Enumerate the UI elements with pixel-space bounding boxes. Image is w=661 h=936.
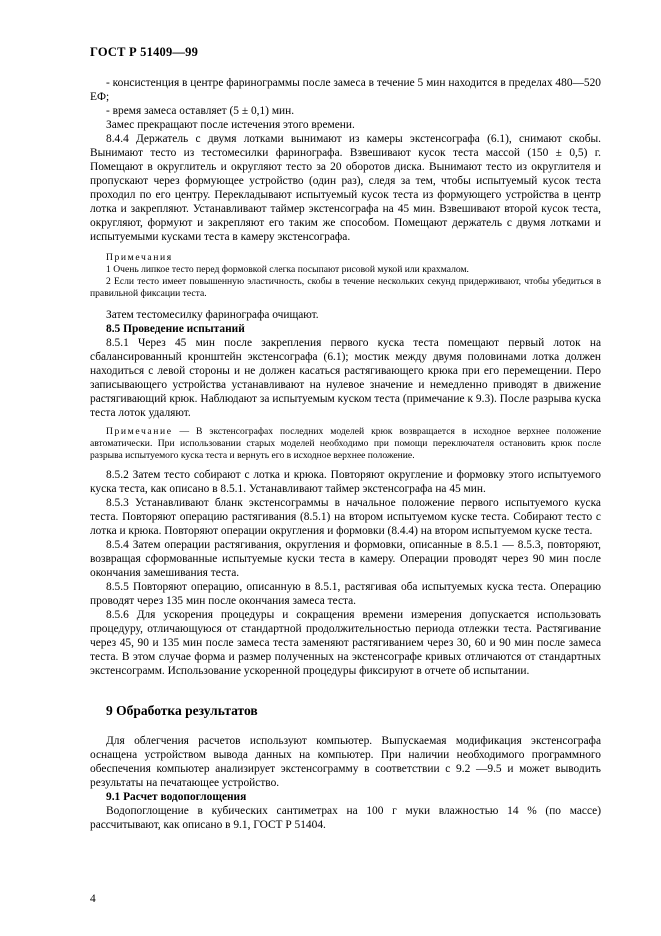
paragraph-8-5-1: 8.5.1 Через 45 мин после закрепления первого куска теста помещают первый лоток на сбалансированный кронштейн экстенсографа (6.1); мостик между двумя половинами лотка должен находиться с левой стороны и не должен касаться растягивающего крюка при его перемещении. Перо записывающего устройства устанавливают на нулевое значение и немедленно приводят в движение растягивающий крюк. Наблюдают за испытуемым куском теста (примечание к 9.3). После разрыва куска теста лоток удаляют. (90, 337, 601, 419)
page-content (90, 76, 601, 832)
heading-8-5: 8.5 Проведение испытаний (106, 323, 245, 335)
note-1: 1 Очень липкое тесто перед формовкой слегка посыпают рисовой мукой или крахмалом. (106, 264, 469, 275)
note-label-inline: Примечание (106, 426, 173, 437)
paragraph-8-4-4: 8.4.4 Держатель с двумя лотками вынимают из камеры экстенсографа (6.1), снимают скобы. Вынимают тесто из тестомесилки фаринографа. Взвешивают кусок теста массой (150 ± 0,5) г. Помещают в округлитель и округляют тесто за 20 оборотов диска. Вынимают тесто из округлителя и пропускают через формующее устройство (один раз), следя за тем, чтобы испытуемый кусок теста проходил по его центру. Перекладывают испытуемый кусок теста из формующего устройства в центр лотка и закрепляют. Устанавливают таймер экстенсографа на 45 мин. Взвешивают второй кусок теста, округляют, формуют и закрепляют его таким же способом. Помещают держатель с двумя лотками и испытуемыми кусками теста в камеру экстенсографа. (90, 133, 601, 243)
document-header: ГОСТ Р 51409—99 (90, 45, 199, 59)
paragraph-8-5-2: 8.5.2 Затем тесто собирают с лотка и крюка. Повторяют округление и формовку этого испытуемого куска теста, как описано в 8.5.1. Устанавливают таймер экстенсографа на 45 мин. (90, 469, 601, 495)
paragraph-8-5-5: 8.5.5 Повторяют операцию, описанную в 8.5.1, растягивая оба испытуемых куска теста. Операцию проводят через 135 мин после окончания замеса теста. (90, 581, 601, 607)
paragraph-9-1: Водопоглощение в кубических сантиметрах на 100 г муки влажностью 14 % (по массе) рассчитывают, как описано в 9.1, ГОСТ Р 51404. (90, 805, 601, 831)
paragraph-consistency: - консистенция в центре фаринограммы после замеса в течение 5 мин находится в пределах 480—520 ЕФ; (90, 77, 601, 103)
section-9-title: 9 Обработка результатов (106, 703, 258, 718)
notes-label: Примечания (106, 252, 173, 263)
note-text: — В экстенсографах последних моделей крюк возвращается в исходное верхнее положение автоматически. При использовании старых моделей необходимо при помощи переключателя остановить крюк после разрыва испытуемого куска теста и вернуть его в исходное верхнее положение. (90, 426, 601, 461)
paragraph-8-5-6: 8.5.6 Для ускорения процедуры и сокращения времени измерения допускается использовать процедуру, отличающуюся от стандартной продолжительностью периода отлежки теста. Растягивание через 45, 90 и 135 мин после замеса теста заменяют растягиванием через 30, 60 и 90 мин после замеса теста. В этом случае форма и размер полученных на экстенсографе кривых отличаются от стандартных экстенсограмм. Использование ускоренной процедуры фиксируют в отчете об испытании. (90, 609, 601, 677)
paragraph-8-5-3: 8.5.3 Устанавливают бланк экстенсограммы в начальное положение первого испытуемого куска теста. Повторяют операцию растягивания (8.5.1) на втором испытуемом куске теста. Собирают тесто с лотка и крюка. Повторяют операции округления и формовки (8.4.4) на втором испытуемом куске теста. (90, 497, 601, 537)
paragraph-8-5-4: 8.5.4 Затем операции растягивания, округления и формовки, описанные в 8.5.1 — 8.5.3, повторяют, возвращая сформованные испытуемые куски теста в камеру. Операции проводят через 90 мин после окончания замешивания теста. (90, 539, 601, 579)
paragraph-cleaning: Затем тестомесилку фаринографа очищают. (106, 309, 319, 321)
note-2: 2 Если тесто имеет повышенную эластичность, скобы в течение нескольких секунд придерживают, чтобы убедиться в правильной фиксации теста. (90, 276, 601, 299)
paragraph-mixing-time: - время замеса оставляет (5 ± 0,1) мин. (106, 105, 295, 117)
paragraph-mixing-stop: Замес прекращают после истечения этого времени. (106, 119, 355, 131)
note-8-5-1 (90, 426, 601, 462)
paragraph-section-9-intro: Для облегчения расчетов используют компьютер. Выпускаемая модификация экстенсографа оснащена устройством вывода данных на компьютер. При наличии необходимого программного обеспечения компьютер анализирует экстенсограмму в соответствии с 9.2 —9.5 и может выводить результаты на печатающее устройство. (90, 735, 601, 789)
heading-9-1: 9.1 Расчет водопоглощения (106, 791, 247, 803)
page-number: 4 (90, 893, 96, 905)
